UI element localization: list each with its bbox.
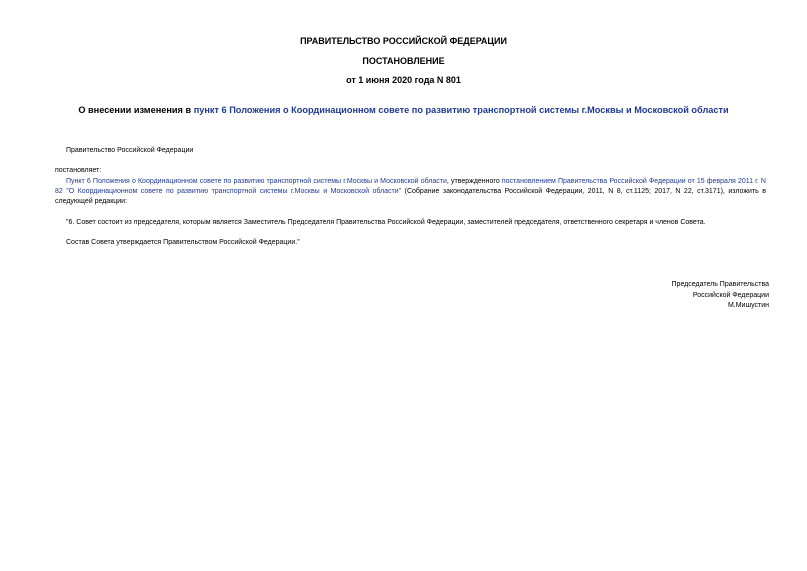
new-clause-paragraph: "6. Совет состоит из председателя, которым является Заместитель Председателя Правительства Российской Федерации, заместителей председателя, ответственного секретаря и членов Совета. xyxy=(66,219,706,226)
signatory-organization: Российской Федерации xyxy=(692,291,769,299)
council-composition-paragraph: Состав Совета утверждается Правительством Российской Федерации." xyxy=(66,239,300,246)
document-type-heading: ПОСТАНОВЛЕНИЕ xyxy=(362,56,445,66)
signatory-title: Председатель Правительства xyxy=(671,281,769,288)
government-line: Правительство Российской Федерации xyxy=(66,147,194,154)
document-date-number: от 1 июня 2020 года N 801 xyxy=(346,75,461,85)
amendment-paragraph xyxy=(55,177,766,207)
signature-block xyxy=(672,280,769,312)
amended-clause-link[interactable]: Пункт 6 Положения о Координационном совете по развитию транспортной системы г.Москвы и Московской области xyxy=(66,178,447,185)
resolution-link[interactable]: постановлением Правительства Российской Федерации от 15 февраля 2011 г. N 82 "О Координационном совете по развитию транспортной системы г.Москвы и Московской области" xyxy=(55,178,766,195)
issuer-heading: ПРАВИТЕЛЬСТВО РОССИЙСКОЙ ФЕДЕРАЦИИ xyxy=(300,36,507,46)
amendment-text-2: (Собрание законодательства Российской Федерации, 2011, N 8, ст.1125; 2017, N 22, ст.3171), изложить в следующей редакции: xyxy=(55,188,766,205)
resolves-line: постановляет: xyxy=(55,167,102,174)
subject-link[interactable]: пункт 6 Положения о Координационном совете по развитию транспортной системы г.Москвы и Московской области xyxy=(193,105,729,115)
amendment-text-1: , утвержденного xyxy=(446,178,502,185)
document-subject xyxy=(0,104,807,116)
signatory-name: М.Мишустин xyxy=(727,302,769,309)
subject-prefix: О внесении изменения в xyxy=(78,105,194,115)
